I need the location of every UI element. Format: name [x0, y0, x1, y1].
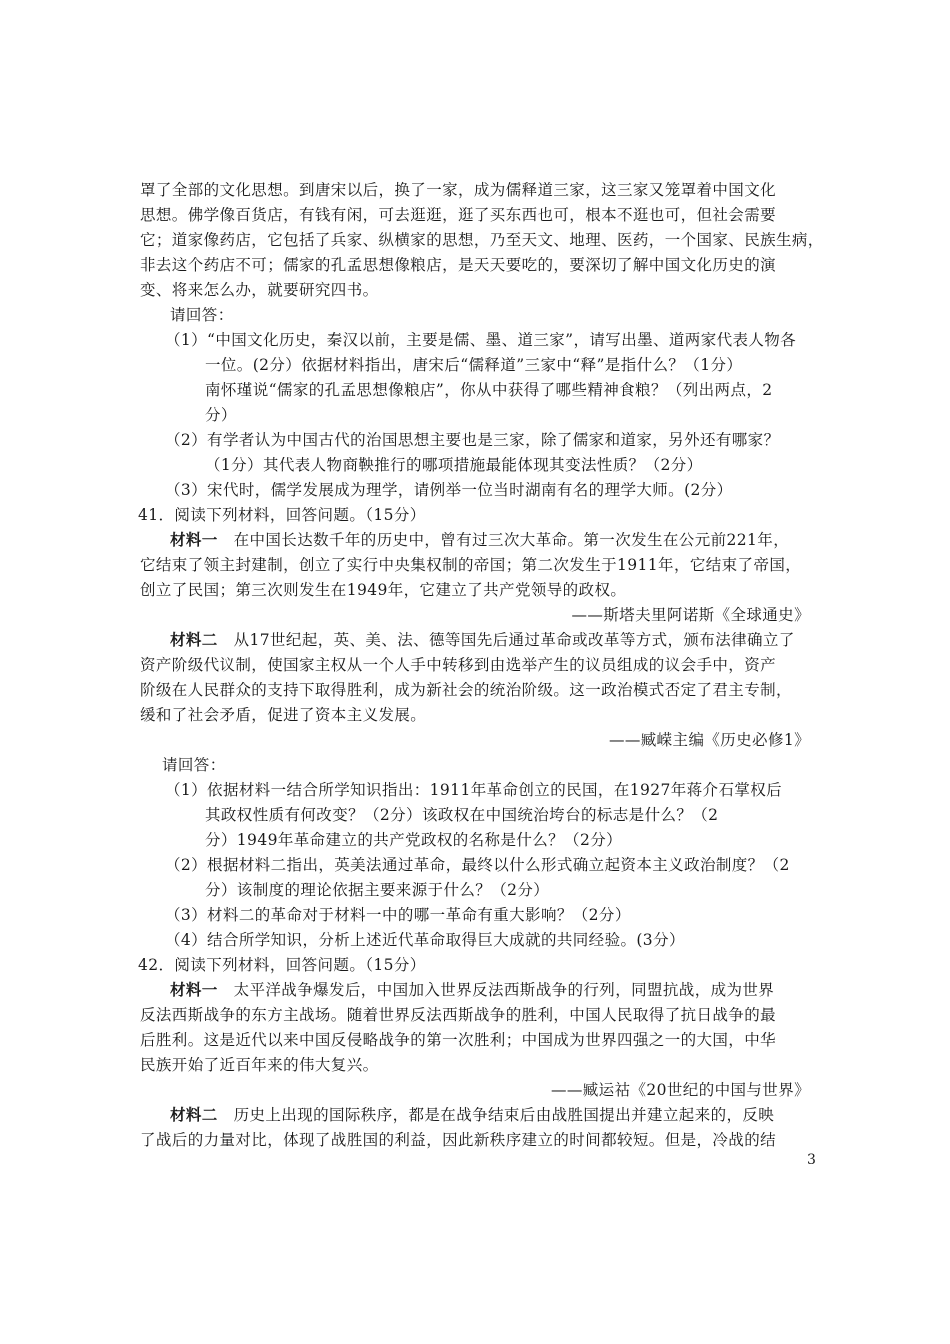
q41-sub1-line: 其政权性质有何改变？（2分）该政权在中国统治垮台的标志是什么？（2 — [205, 806, 719, 824]
q40-sub2-line: （2）有学者认为中国古代的治国思想主要也是三家，除了儒家和道家，另外还有哪家？ — [165, 431, 780, 449]
q40-sub3: （3）宋代时，儒学发展成为理学，请例举一位当时湖南有名的理学大师。(2分） — [165, 481, 733, 499]
q41-material2-line: 从17世纪起，英、美、法、德等国先后通过革命或改革等方式，颁布法律确立了 — [233, 631, 795, 649]
q42-material2-line: 历史上出现的国际秩序，都是在战争结束后由战胜国提出并建立起来的，反映 — [233, 1106, 775, 1124]
q42-material1-line: 后胜利。这是近代以来中国反侵略战争的第一次胜利；中国成为世界四强之一的大国，中华 — [140, 1031, 777, 1049]
q41-sub2-line: （2）根据材料二指出，英美法通过革命，最终以什么形式确立起资本主义政治制度？（2 — [165, 856, 790, 874]
q42-material1-source: ——臧运祜《20世纪的中国与世界》 — [550, 1081, 810, 1099]
q41-material1-label: 材料一 — [170, 530, 218, 549]
q41-sub4: （4）结合所学知识，分析上述近代革命取得巨大成就的共同经验。(3分） — [165, 931, 685, 949]
q42-material2-line: 了战后的力量对比，体现了战胜国的利益，因此新秩序建立的时间都较短。但是，冷战的结 — [140, 1131, 777, 1149]
q41-material2-line: 缓和了社会矛盾，促进了资本主义发展。 — [140, 706, 427, 724]
intro-line: 变、将来怎么办，就要研究四书。 — [140, 281, 379, 299]
q41-prompt: 请回答： — [162, 756, 226, 774]
q41-heading: 41．阅读下列材料，回答问题。（15分） — [138, 506, 426, 524]
q41-sub3: （3）材料二的革命对于材料一中的哪一革命有重大影响？（2分） — [165, 906, 631, 924]
q41-material1-source: ——斯塔夫里阿诺斯《全球通史》 — [571, 606, 810, 624]
q42-material1-line: 反法西斯战争的东方主战场。随着世界反法西斯战争的胜利，中国人民取得了抗日战争的最 — [140, 1006, 777, 1024]
q40-sub1-line: 南怀瑾说“儒家的孔孟思想像粮店”，你从中获得了哪些精神食粮？（列出两点，2 — [205, 381, 773, 399]
intro-line: 思想。佛学像百货店，有钱有闲，可去逛逛，逛了买东西也可，根本不逛也可，但社会需要 — [140, 206, 777, 224]
q40-sub1-line: （1）“中国文化历史，秦汉以前，主要是儒、墨、道三家”，请写出墨、道两家代表人物各 — [165, 331, 797, 349]
q42-heading: 42．阅读下列材料，回答问题。（15分） — [138, 956, 426, 974]
q41-material2-line: 资产阶级代议制，使国家主权从一个人手中转移到由选举产生的议员组成的议会手中，资产 — [140, 656, 777, 674]
q40-sub1-line: 一位。(2分）依据材料指出，唐宋后“儒释道”三家中“释”是指什么？（1分） — [205, 356, 743, 374]
q42-material2-label: 材料二 — [170, 1105, 218, 1124]
intro-line: 罩了全部的文化思想。到唐宋以后，换了一家，成为儒释道三家，这三家又笼罩着中国文化 — [140, 181, 777, 199]
q41-material1-line: 它结束了领主封建制，创立了实行中央集权制的帝国；第二次发生于1911年，它结束了帝国， — [140, 556, 802, 574]
q42-material1-label: 材料一 — [170, 980, 218, 999]
intro-line: 它；道家像药店，它包括了兵家、纵横家的思想，乃至天文、地理、医药，一个国家、民族生病， — [140, 231, 824, 249]
q41-material1-line: 在中国长达数千年的历史中，曾有过三次大革命。第一次发生在公元前221年， — [233, 531, 790, 549]
q42-material1-line: 太平洋战争爆发后，中国加入世界反法西斯战争的行列，同盟抗战，成为世界 — [233, 981, 775, 999]
intro-line: 非去这个药店不可；儒家的孔孟思想像粮店，是天天要吃的，要深切了解中国文化历史的演 — [140, 256, 777, 274]
q40-sub1-line: 分） — [205, 406, 237, 424]
q40-sub2-line: （1分）其代表人物商鞅推行的哪项措施最能体现其变法性质？（2分） — [205, 456, 703, 474]
q41-material1-line: 创立了民国；第三次则发生在1949年，它建立了共产党领导的政权。 — [140, 581, 627, 599]
page-number: 3 — [807, 1152, 816, 1168]
q41-sub2-line: 分）该制度的理论依据主要来源于什么？（2分） — [205, 881, 550, 899]
q41-material2-source: ——臧嵘主编《历史必修1》 — [608, 731, 810, 749]
q41-sub1-line: 分）1949年革命建立的共产党政权的名称是什么？（2分） — [205, 831, 623, 849]
q41-sub1-line: （1）依据材料一结合所学知识指出：1911年革命创立的民国，在1927年蒋介石掌权后 — [165, 781, 783, 799]
q41-material2-label: 材料二 — [170, 630, 218, 649]
q40-prompt: 请回答： — [170, 306, 234, 324]
q41-material2-line: 阶级在人民群众的支持下取得胜利，成为新社会的统治阶级。这一政治模式否定了君主专制， — [140, 681, 792, 699]
q42-material1-line: 民族开始了近百年来的伟大复兴。 — [140, 1056, 379, 1074]
